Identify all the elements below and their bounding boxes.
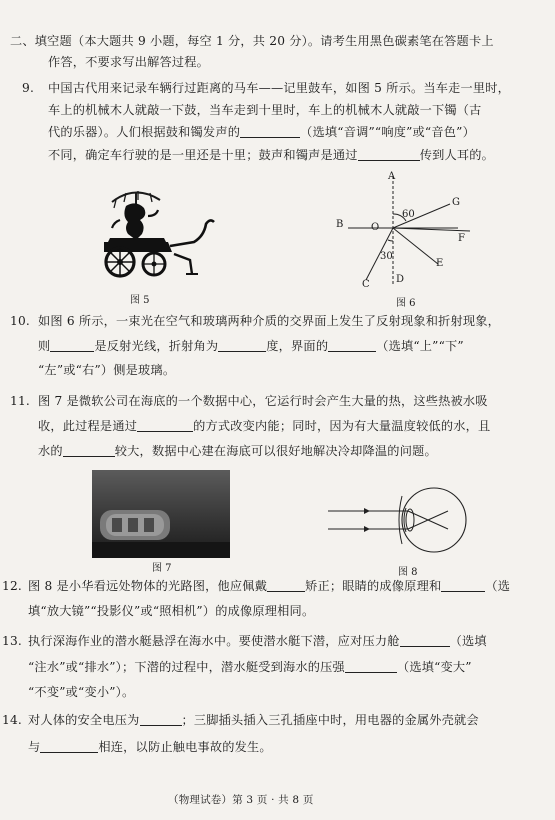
q9-text-4b: 传到人耳的。 — [419, 148, 495, 162]
q12-blank-2[interactable] — [441, 579, 485, 592]
q13-text-1b: （选填 — [449, 634, 487, 648]
q9-text-3b: （选填“音调”“响度”或“音色”） — [300, 125, 475, 139]
q13-text-2b: （选填“变大” — [396, 660, 472, 674]
q10-text-3: “左”或“右”）侧是玻璃。 — [38, 363, 176, 377]
q12-number: 12. — [2, 579, 22, 593]
q14-text-2a: 与 — [28, 740, 41, 754]
q14-blank-2[interactable] — [40, 740, 98, 753]
q10-text-2b: 是反射光线，折射角为 — [94, 339, 219, 353]
fig6-label-b: B — [336, 219, 344, 230]
q10-text-2c: 度，界面的 — [266, 339, 329, 353]
q14-text-1b: ；三脚插头插入三孔插座中时，用电器的金属外壳就会 — [181, 713, 479, 727]
q10-blank-3[interactable] — [328, 339, 376, 352]
q12-text-1c: （选 — [485, 579, 511, 593]
fig6-caption: 图 6 — [396, 298, 416, 309]
q10-blank-1[interactable] — [50, 339, 94, 352]
q9-blank-1[interactable] — [240, 125, 300, 138]
q9-text-1: 中国古代用来记录车辆行过距离的马车——记里鼓车，如图 5 所示。当车走一里时， — [48, 81, 511, 95]
page-footer: （物理试卷）第 3 页 · 共 8 页 — [168, 794, 314, 806]
q10-number: 10. — [10, 314, 30, 328]
q12-text-2: 填“放大镜”“投影仪”或“照相机”）的成像原理相同。 — [28, 604, 315, 618]
q9-blank-2[interactable] — [358, 148, 420, 161]
fig8-eye-diagram — [322, 482, 478, 560]
q12-text-1a: 图 8 是小华看远处物体的光路图，他应佩戴 — [28, 579, 268, 593]
fig6-label-g: G — [452, 197, 460, 208]
section-heading: 二、填空题（本大题共 9 小题，每空 1 分，共 20 分）。请考生用黑色碳素笔在答题卡上 — [10, 34, 494, 48]
q11-number: 11. — [10, 394, 30, 408]
q10-text-2a: 则 — [38, 339, 51, 353]
q13-blank-2[interactable] — [345, 660, 397, 673]
q9-text-3a: 代的乐器）。人们根据鼓和镯发声的 — [48, 125, 241, 139]
q13-text-1a: 执行深海作业的潜水艇悬浮在海水中。要使潜水艇下潜，应对压力舱 — [28, 634, 400, 648]
fig5-caption: 图 5 — [130, 295, 150, 306]
fig6-label-a: A — [388, 171, 396, 182]
q9-text-4a: 不同，确定车行驶的是一里还是十里；鼓声和镯声是通过 — [48, 148, 358, 162]
q11-text-3b: 较大，数据中心建在海底可以很好地解决冷却降温的问题。 — [114, 444, 437, 458]
q10-blank-2[interactable] — [218, 339, 266, 352]
fig6-light-diagram — [330, 168, 480, 292]
q11-text-2a: 收，此过程是通过 — [38, 419, 138, 433]
fig7-datacenter-photo — [92, 470, 230, 558]
q9-text-2: 车上的机械木人就敲一下鼓，当车走到十里时，车上的机械木人就敲一下镯（古 — [48, 103, 482, 117]
fig7-caption: 图 7 — [152, 563, 172, 574]
q13-text-1 — [28, 633, 487, 649]
fig6-label-d: D — [396, 274, 405, 285]
q13-text-2 — [28, 659, 472, 675]
q11-text-1: 图 7 是微软公司在海底的一个数据中心，它运行时会产生大量的热，这些热被水吸 — [38, 394, 488, 408]
q13-number: 13. — [2, 634, 22, 648]
fig6-label-o: O — [371, 222, 380, 233]
q9-text-4 — [48, 147, 494, 163]
q13-blank-1[interactable] — [400, 634, 450, 647]
q10-text-1: 如图 6 所示，一束光在空气和玻璃两种介质的交界面上发生了反射现象和折射现象， — [38, 314, 501, 328]
q14-text-2 — [28, 739, 272, 755]
q9-text-3 — [48, 124, 475, 140]
q14-text-1 — [28, 712, 479, 728]
fig5-drum-carriage-image — [90, 180, 220, 290]
q11-blank-2[interactable] — [63, 444, 115, 457]
fig6-angle-30: 30 — [380, 251, 393, 262]
q14-number: 14. — [2, 713, 22, 727]
q14-text-2b: 相连，以防止触电事故的发生。 — [98, 740, 272, 754]
q9-number: 9. — [22, 81, 35, 95]
fig6-label-e: E — [436, 258, 444, 269]
q10-text-2 — [38, 338, 464, 354]
q11-text-2b: 的方式改变内能；同时，因为有大量温度较低的水，且 — [193, 419, 491, 433]
fig6-label-c: C — [362, 279, 370, 290]
q13-text-3: “不变”或“变小”）。 — [28, 685, 135, 699]
q11-text-3 — [38, 443, 437, 459]
q12-blank-1[interactable] — [267, 579, 305, 592]
section-heading-cont: 作答，不要求写出解答过程。 — [48, 55, 210, 69]
q11-text-3a: 水的 — [38, 444, 63, 458]
q12-text-1b: 矫正；眼睛的成像原理和 — [305, 579, 442, 593]
fig6-label-f: F — [458, 233, 465, 244]
q14-text-1a: 对人体的安全电压为 — [28, 713, 140, 727]
fig8-caption: 图 8 — [398, 567, 418, 578]
fig6-angle-60: 60 — [402, 209, 415, 220]
q10-text-2d: （选填“上”“下” — [376, 339, 464, 353]
q12-text-1 — [28, 578, 510, 594]
q11-text-2 — [38, 418, 490, 434]
q11-blank-1[interactable] — [137, 419, 193, 432]
q14-blank-1[interactable] — [140, 713, 182, 726]
q13-text-2a: “注水”或“排水”）；下潜的过程中，潜水艇受到海水的压强 — [28, 660, 345, 674]
